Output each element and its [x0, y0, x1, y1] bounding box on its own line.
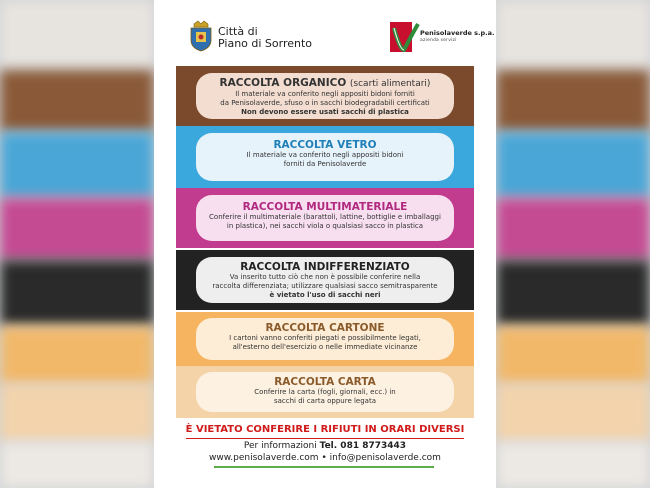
section-vetro-title: RACCOLTA VETRO — [273, 139, 377, 151]
penisolaverde-brand — [390, 20, 495, 56]
section-cartone-panel — [196, 318, 454, 360]
contact-separator: • — [321, 453, 327, 463]
section-carta-line-2: sacchi di carta oppure legata — [273, 397, 376, 405]
section-indifferenziato — [176, 250, 474, 310]
info-label: Per informazioni — [243, 441, 317, 451]
section-multimateriale-line-2: in plastica), nei sacchi viola o qualsiasi sacco in plastica — [226, 222, 424, 230]
city-name — [218, 26, 312, 50]
section-organico-warning: Non devono essere usati sacchi di plastica — [241, 108, 409, 116]
website-link[interactable]: www.penisolaverde.com — [209, 453, 319, 463]
section-carta-panel — [196, 372, 454, 412]
blurred-right-background — [496, 0, 650, 488]
section-organico — [176, 66, 474, 126]
section-organico-panel — [196, 73, 454, 119]
section-carta — [176, 366, 474, 418]
brand-subtitle: azienda servizi — [420, 38, 457, 43]
footer-rule — [214, 466, 434, 468]
section-vetro-panel — [196, 133, 454, 181]
section-indifferenziato-line-2: raccolta differenziata; utilizzare qualsiasi sacco semitrasparente — [212, 282, 438, 290]
section-cartone-title: RACCOLTA CARTONE — [265, 322, 385, 334]
section-cartone-line-1: I cartoni vanno conferiti piegati e possibilmente legati, — [229, 334, 421, 342]
poster-header — [154, 0, 496, 62]
section-organico-subtitle: (scarti alimentari) — [349, 79, 431, 89]
section-vetro — [176, 126, 474, 188]
contact-web — [154, 453, 496, 463]
waste-collection-poster — [154, 0, 496, 488]
schedule-warning: È VIETATO CONFERIRE I RIFIUTI IN ORARI DIVERSI — [185, 424, 465, 435]
section-carta-line-1: Conferire la carta (fogli, giornali, ecc.) in — [254, 388, 396, 396]
info-phone[interactable]: Tel. 081 8773443 — [319, 441, 407, 451]
contact-phone — [154, 441, 496, 451]
town-crest-icon — [188, 20, 214, 52]
section-cartone — [176, 312, 474, 366]
city-line-1: Città di — [218, 25, 258, 38]
section-organico-line-2: da Penisolaverde, sfuso o in sacchi biodegradabili certificati — [220, 99, 430, 107]
email-link[interactable]: info@penisolaverde.com — [329, 453, 441, 463]
section-vetro-line-2: forniti da Penisolaverde — [283, 160, 367, 168]
section-multimateriale-line-1: Conferire il multimateriale (barattoli, lattine, bottiglie e imballaggi — [209, 213, 441, 221]
section-indifferenziato-panel — [196, 257, 454, 303]
section-cartone-line-2: all'esterno dell'esercizio o nelle immediate vicinanze — [232, 343, 418, 351]
blurred-left-background — [0, 0, 154, 488]
warning-underline — [186, 438, 464, 439]
section-indifferenziato-warning: è vietato l'uso di sacchi neri — [269, 291, 381, 299]
section-organico-title-text: RACCOLTA ORGANICO — [219, 77, 347, 89]
section-multimateriale-title: RACCOLTA MULTIMATERIALE — [242, 201, 408, 213]
section-indifferenziato-line-1: Va inserito tutto ciò che non è possibile conferire nella — [229, 273, 421, 281]
section-organico-line-1: Il materiale va conferito negli appositi bidoni forniti — [235, 90, 415, 98]
section-organico-title — [196, 77, 454, 90]
brand-name: Penisolaverde s.p.a. — [420, 29, 495, 37]
section-multimateriale — [176, 188, 474, 248]
section-carta-title: RACCOLTA CARTA — [274, 376, 376, 388]
section-vetro-line-1: Il materiale va conferito negli appositi bidoni — [246, 151, 404, 159]
city-line-2: Piano di Sorrento — [218, 37, 313, 50]
section-indifferenziato-title: RACCOLTA INDIFFERENZIATO — [240, 261, 410, 273]
section-multimateriale-panel — [196, 195, 454, 241]
penisolaverde-logo-icon — [390, 20, 420, 56]
